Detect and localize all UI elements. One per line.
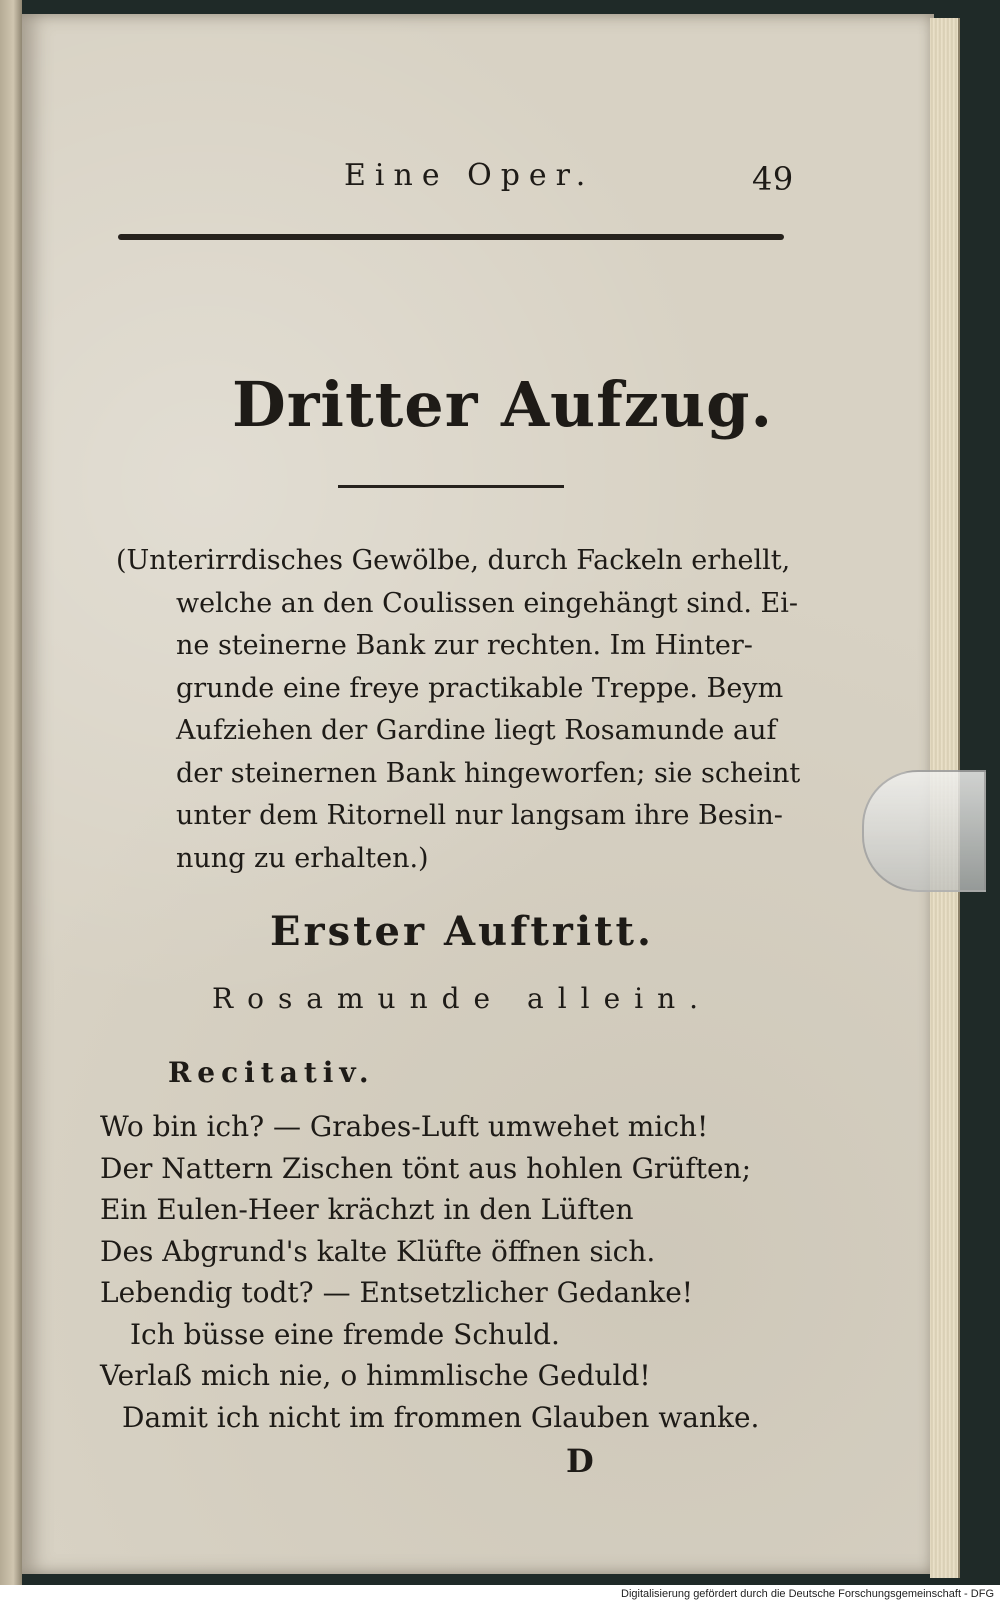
scene-title: Erster Auftritt. (270, 908, 654, 955)
verse-line: Damit ich nicht im frommen Glauben wanke. (122, 1400, 760, 1434)
stage-direction-line: (Unterirrdisches Gewölbe, durch Fackeln erhellt, (116, 545, 791, 576)
title-rule (338, 485, 564, 488)
stage-direction-line: welche an den Coulissen eingehängt sind. Ei- (176, 587, 798, 619)
stage-direction-line: nung zu erhalten.) (176, 842, 429, 874)
stage-direction-line: grunde eine freye practikable Treppe. Beym (176, 672, 784, 704)
verse-line: Ein Eulen-Heer krächzt in den Lüften (100, 1193, 634, 1226)
stage-direction-line: der steinernen Bank hingeworfen; sie scheint (176, 757, 801, 789)
verse-line: Verlaß mich nie, o himmlische Geduld! (100, 1359, 651, 1392)
running-header: Eine Oper. (344, 158, 595, 193)
verse-line: Lebendig todt? — Entsetzlicher Gedanke! (100, 1276, 694, 1309)
page-number: 49 (752, 160, 794, 198)
digitization-credit: Digitalisierung gefördert durch die Deutsche Forschungsgemeinschaft - DFG (621, 1588, 994, 1600)
stage-direction-line: ne steinerne Bank zur rechten. Im Hinter- (176, 630, 753, 661)
act-title: Dritter Aufzug. (232, 368, 774, 441)
page-clip (862, 770, 986, 892)
stage-direction-line: unter dem Ritornell nur langsam ihre Besin- (176, 800, 783, 831)
stage-direction (116, 540, 801, 880)
verse-line: Wo bin ich? — Grabes-Luft umwehet mich! (100, 1110, 709, 1143)
section-label: Recitativ. (168, 1056, 375, 1089)
verse-line: Des Abgrund's kalte Klüfte öffnen sich. (100, 1234, 656, 1268)
verse-line: Der Nattern Zischen tönt aus hohlen Grüften; (100, 1151, 751, 1185)
persons-line: Rosamunde allein. (212, 982, 713, 1015)
stage-direction-line: Aufziehen der Gardine liegt Rosamunde auf (176, 715, 777, 746)
previous-page-edge (0, 0, 22, 1585)
header-rule (118, 234, 784, 240)
verse-line: Ich büsse eine fremde Schuld. (130, 1317, 560, 1351)
verse-block (100, 1106, 790, 1438)
signature-mark: D (566, 1442, 595, 1480)
